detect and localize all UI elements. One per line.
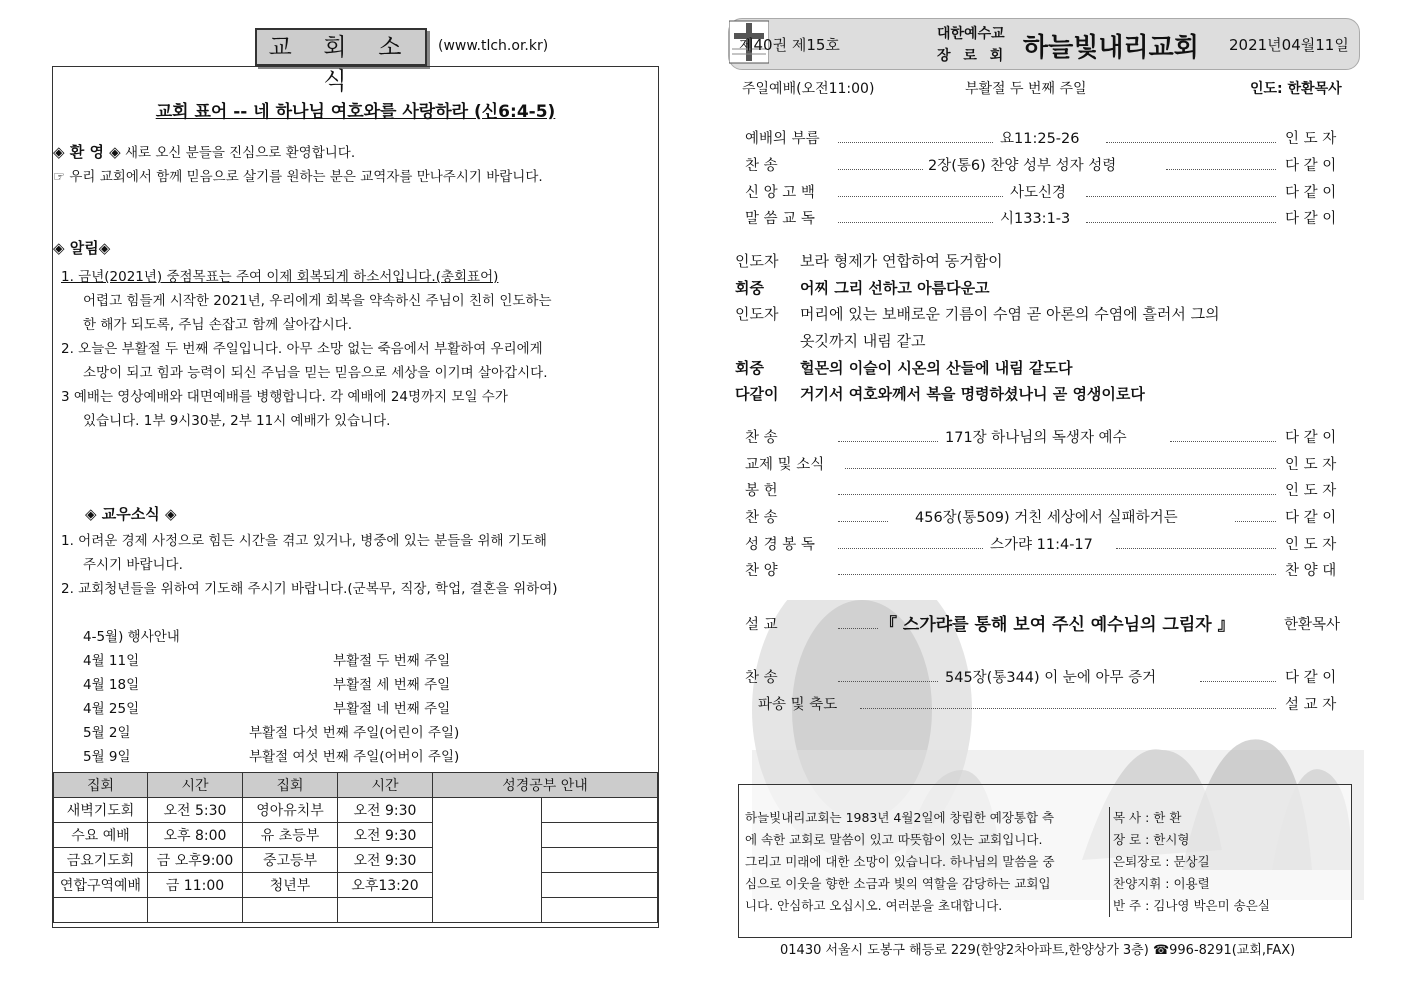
table-cell: 새벽기도회: [54, 798, 148, 823]
welcome-line-2: ☞ 우리 교회에서 함께 믿음으로 살기를 원하는 분은 교역자를 만나주시기 바랍니다.: [53, 169, 543, 185]
dotted-leader: [838, 681, 938, 682]
notice-line: 있습니다. 1부 9시30분, 2부 11시 예배가 있습니다.: [83, 413, 391, 429]
table-row: [54, 873, 658, 898]
notice-line: 2. 오늘은 부활절 두 번째 주일입니다. 아무 소망 없는 죽음에서 부활하여 우리에게: [61, 341, 543, 357]
table-cell: 영아유치부: [243, 798, 338, 823]
notice-line: 소망이 되고 힘과 능력이 되신 주님을 믿는 믿음으로 세상을 이기며 살아갑시다.: [83, 365, 548, 381]
table-header: 집회: [54, 773, 148, 798]
order-item: 말 씀 교 독: [745, 211, 815, 227]
intro-line: 하늘빛내리교회는 1983년 4월2일에 창립한 예장통합 측: [745, 810, 1055, 825]
table-cell: [243, 898, 338, 923]
event-name: 부활절 세 번째 주일: [333, 677, 451, 693]
order-content: 171장 하나님의 독생자 예수: [945, 430, 1127, 446]
bible-study-cell: [542, 823, 658, 848]
bulletin-header: [728, 18, 1360, 70]
table-cell: 청년부: [243, 873, 338, 898]
dotted-leader: [838, 169, 923, 170]
welcome-line: [53, 141, 355, 162]
news-panel: [52, 66, 659, 928]
service-time: 주일예배(오전11:00): [742, 81, 875, 97]
notice-line: 어렵고 힘들게 시작한 2021년, 우리에게 회복을 약속하신 주님이 친히 인도하는: [83, 293, 552, 309]
dotted-leader: [1116, 548, 1276, 549]
order-item: 신 앙 고 백: [745, 185, 815, 201]
dotted-leader: [838, 222, 993, 223]
staff-news-line: 1. 어려운 경제 사정으로 힘든 시간을 겪고 있거나, 병중에 있는 분들을 위해 기도해: [61, 533, 547, 549]
table-row: [54, 848, 658, 873]
dotted-leader: [1086, 222, 1276, 223]
order-by: 인 도 자: [1285, 483, 1337, 499]
dotted-leader: [1166, 169, 1276, 170]
notice-line: 1. 금년(2021년) 중점목표는 주여 이제 회복되게 하소서입니다.(총회표어): [61, 269, 499, 285]
order-by: 다 같 이: [1285, 158, 1337, 174]
order-by: 인 도 자: [1285, 457, 1337, 473]
staff-news-line: 주시기 바랍니다.: [83, 557, 183, 573]
welcome-heading: ◈ 환 영 ◈: [53, 143, 121, 161]
bible-study-cell: [542, 898, 658, 923]
staff-entry: 목 사 : 한 환: [1113, 810, 1182, 825]
sermon-preacher: 한환목사: [1284, 617, 1341, 633]
table-cell: [148, 898, 243, 923]
order-by: 인 도 자: [1285, 131, 1337, 147]
table-cell: 중고등부: [243, 848, 338, 873]
order-item: 찬 송: [745, 158, 778, 174]
staff-entry: 찬양지휘 : 이용렬: [1113, 876, 1210, 891]
order-by: 인 도 자: [1285, 537, 1337, 553]
welcome-text: 새로 오신 분들을 진심으로 환영합니다.: [120, 145, 356, 161]
event-name: 부활절 두 번째 주일: [333, 653, 451, 669]
events-heading: 4-5월) 행사안내: [83, 629, 180, 645]
notice-line: 한 해가 되도록, 주님 손잡고 함께 살아갑시다.: [83, 317, 353, 333]
reading-speaker: 다같이: [735, 385, 779, 403]
order-item: 찬 송: [745, 430, 778, 446]
bible-study-cell: [542, 873, 658, 898]
church-intro: [745, 807, 1105, 917]
table-cell: 오전 5:30: [148, 798, 243, 823]
reading-speaker: 인도자: [735, 252, 779, 270]
dotted-leader: [1235, 521, 1276, 522]
order-item: 찬 송: [745, 670, 778, 686]
dotted-leader: [1200, 681, 1276, 682]
dotted-leader: [838, 628, 878, 629]
reading-text: 헐몬의 이슬이 시온의 산들에 내림 같도다: [800, 359, 1073, 377]
reading-speaker: 회중: [735, 279, 764, 297]
event-date: 4월 18일: [83, 677, 140, 693]
volume-number: 제40권 제15호: [739, 36, 840, 54]
dotted-leader: [838, 441, 938, 442]
bulletin-date: 2021년04월11일: [1229, 36, 1349, 54]
denomination-line-1: 대한예수교: [937, 26, 1005, 42]
denomination-line-2: 장 로 회: [937, 48, 1008, 64]
order-content: 요11:25-26: [1000, 131, 1080, 147]
dotted-leader: [1170, 441, 1276, 442]
news-title: 교 회 소 식: [255, 28, 427, 66]
event-date: 4월 25일: [83, 701, 140, 717]
dotted-leader: [1086, 196, 1276, 197]
order-content: 스가랴 11:4-17: [990, 537, 1093, 553]
event-name: 부활절 여섯 번째 주일(어버이 주일): [249, 749, 460, 765]
reading-speaker: 인도자: [735, 305, 779, 323]
event-name: 부활절 다섯 번째 주일(어린이 주일): [249, 725, 460, 741]
order-item: 교제 및 소식: [745, 457, 825, 473]
table-cell: 오전 9:30: [338, 798, 433, 823]
bible-study-cell: [433, 798, 542, 923]
reading-text: 보라 형제가 연합하여 동거함이: [800, 252, 1003, 270]
table-cell: 오전 9:30: [338, 823, 433, 848]
dotted-leader: [1106, 142, 1276, 143]
reading-text: 옷깃까지 내림 같고: [800, 332, 926, 350]
table-cell: 오후 8:00: [148, 823, 243, 848]
church-address: 01430 서울시 도봉구 해등로 229(한양2차아파트,한양상가 3층) ☎996-8291(교회,FAX): [780, 943, 1296, 958]
reading-text: 머리에 있는 보배로운 기름이 수염 곧 아론의 수염에 흘러서 그의: [800, 305, 1220, 323]
reading-text: 어찌 그리 선하고 아름다운고: [800, 279, 990, 297]
table-cell: [338, 898, 433, 923]
intro-line: 그리고 미래에 대한 소망이 있습니다. 하나님의 말씀을 중: [745, 854, 1055, 869]
order-item: 찬 양: [745, 563, 778, 579]
bible-study-cell: [542, 798, 658, 823]
table-cell: 금 오후9:00: [148, 848, 243, 873]
order-content: 545장(통344) 이 눈에 아무 증거: [945, 670, 1157, 686]
order-by: 다 같 이: [1285, 211, 1337, 227]
bible-study-cell: [542, 848, 658, 873]
order-item: 성 경 봉 독: [745, 537, 815, 553]
table-header: 시간: [148, 773, 243, 798]
order-by: 다 같 이: [1285, 185, 1337, 201]
reading-speaker: 회중: [735, 359, 764, 377]
church-info-box: [738, 784, 1352, 938]
table-cell: 연합구역예배: [54, 873, 148, 898]
sermon-title: 『 스가랴를 통해 보여 주신 예수님의 그림자 』: [880, 615, 1235, 635]
table-row: [54, 823, 658, 848]
intro-line: 에 속한 교회로 말씀이 있고 따뜻함이 있는 교회입니다.: [745, 832, 1043, 847]
website-url[interactable]: (www.tlch.or.kr): [438, 38, 549, 54]
event-date: 5월 9일: [83, 749, 131, 765]
dotted-leader: [838, 494, 1276, 495]
dotted-leader: [838, 548, 983, 549]
sermon-item: 설 교: [745, 617, 778, 633]
order-by: 찬 양 대: [1285, 563, 1337, 579]
dotted-leader: [838, 142, 993, 143]
table-cell: 오전 9:30: [338, 848, 433, 873]
dotted-leader: [860, 708, 1276, 709]
dotted-leader: [838, 521, 888, 522]
table-row: [54, 898, 658, 923]
order-item: 파송 및 축도: [758, 697, 838, 713]
table-cell: 금요기도회: [54, 848, 148, 873]
event-name: 부활절 네 번째 주일: [333, 701, 451, 717]
order-by: 다 같 이: [1285, 670, 1337, 686]
order-item: 봉 헌: [745, 483, 778, 499]
table-cell: 수요 예배: [54, 823, 148, 848]
service-leader: 인도: 한환목사: [1250, 81, 1342, 97]
order-content: 사도신경: [1010, 185, 1067, 201]
order-by: 설 교 자: [1285, 697, 1337, 713]
schedule-table: [53, 772, 658, 923]
staff-news-line: 2. 교회청년들을 위하여 기도해 주시기 바랍니다.(군복무, 직장, 학업, 결혼을 위하여): [61, 581, 558, 597]
staff-news-heading: ◈ 교우소식 ◈: [85, 505, 177, 523]
table-row: [54, 798, 658, 823]
intro-line: 니다. 안심하고 오십시오. 여러분을 초대합니다.: [745, 898, 1003, 913]
divider: [1109, 807, 1110, 917]
dotted-leader: [838, 574, 1276, 575]
table-header: 집회: [243, 773, 338, 798]
staff-entry: 은퇴장로 : 문상길: [1113, 854, 1210, 869]
order-item: 예배의 부름: [745, 131, 820, 147]
table-cell: 오후13:20: [338, 873, 433, 898]
table-header: 성경공부 안내: [433, 773, 658, 798]
order-content: 2장(통6) 찬양 성부 성자 성령: [928, 158, 1117, 174]
dotted-leader: [838, 196, 1003, 197]
order-content: 시133:1-3: [1000, 211, 1071, 227]
table-header: 시간: [338, 773, 433, 798]
event-date: 5월 2일: [83, 725, 131, 741]
event-date: 4월 11일: [83, 653, 140, 669]
reading-text: 거기서 여호와께서 복을 명령하셨나니 곧 영생이로다: [800, 385, 1145, 403]
order-content: 456장(통509) 거친 세상에서 실패하거든: [915, 510, 1178, 526]
table-cell: [54, 898, 148, 923]
sunday-name: 부활절 두 번째 주일: [965, 81, 1087, 97]
staff-list: [1113, 807, 1270, 917]
notice-line: 3 예배는 영상예배와 대면예배를 병행합니다. 각 예배에 24명까지 모일 수가: [61, 389, 508, 405]
order-by: 다 같 이: [1285, 430, 1337, 446]
intro-line: 심으로 이웃을 향한 소금과 빛의 역할을 감당하는 교회입: [745, 876, 1051, 891]
staff-entry: 장 로 : 한시형: [1113, 832, 1190, 847]
dotted-leader: [845, 468, 1276, 469]
notice-heading: ◈ 알림◈: [53, 239, 111, 257]
church-name: 하늘빛내리교회: [1023, 33, 1199, 63]
church-motto: 교회 표어 -- 네 하나님 여호와를 사랑하라 (신6:4-5): [155, 102, 556, 122]
table-cell: 유 초등부: [243, 823, 338, 848]
table-cell: 금 11:00: [148, 873, 243, 898]
staff-entry: 반 주 : 김나영 박은미 송은실: [1113, 898, 1270, 913]
order-item: 찬 송: [745, 510, 778, 526]
order-by: 다 같 이: [1285, 510, 1337, 526]
